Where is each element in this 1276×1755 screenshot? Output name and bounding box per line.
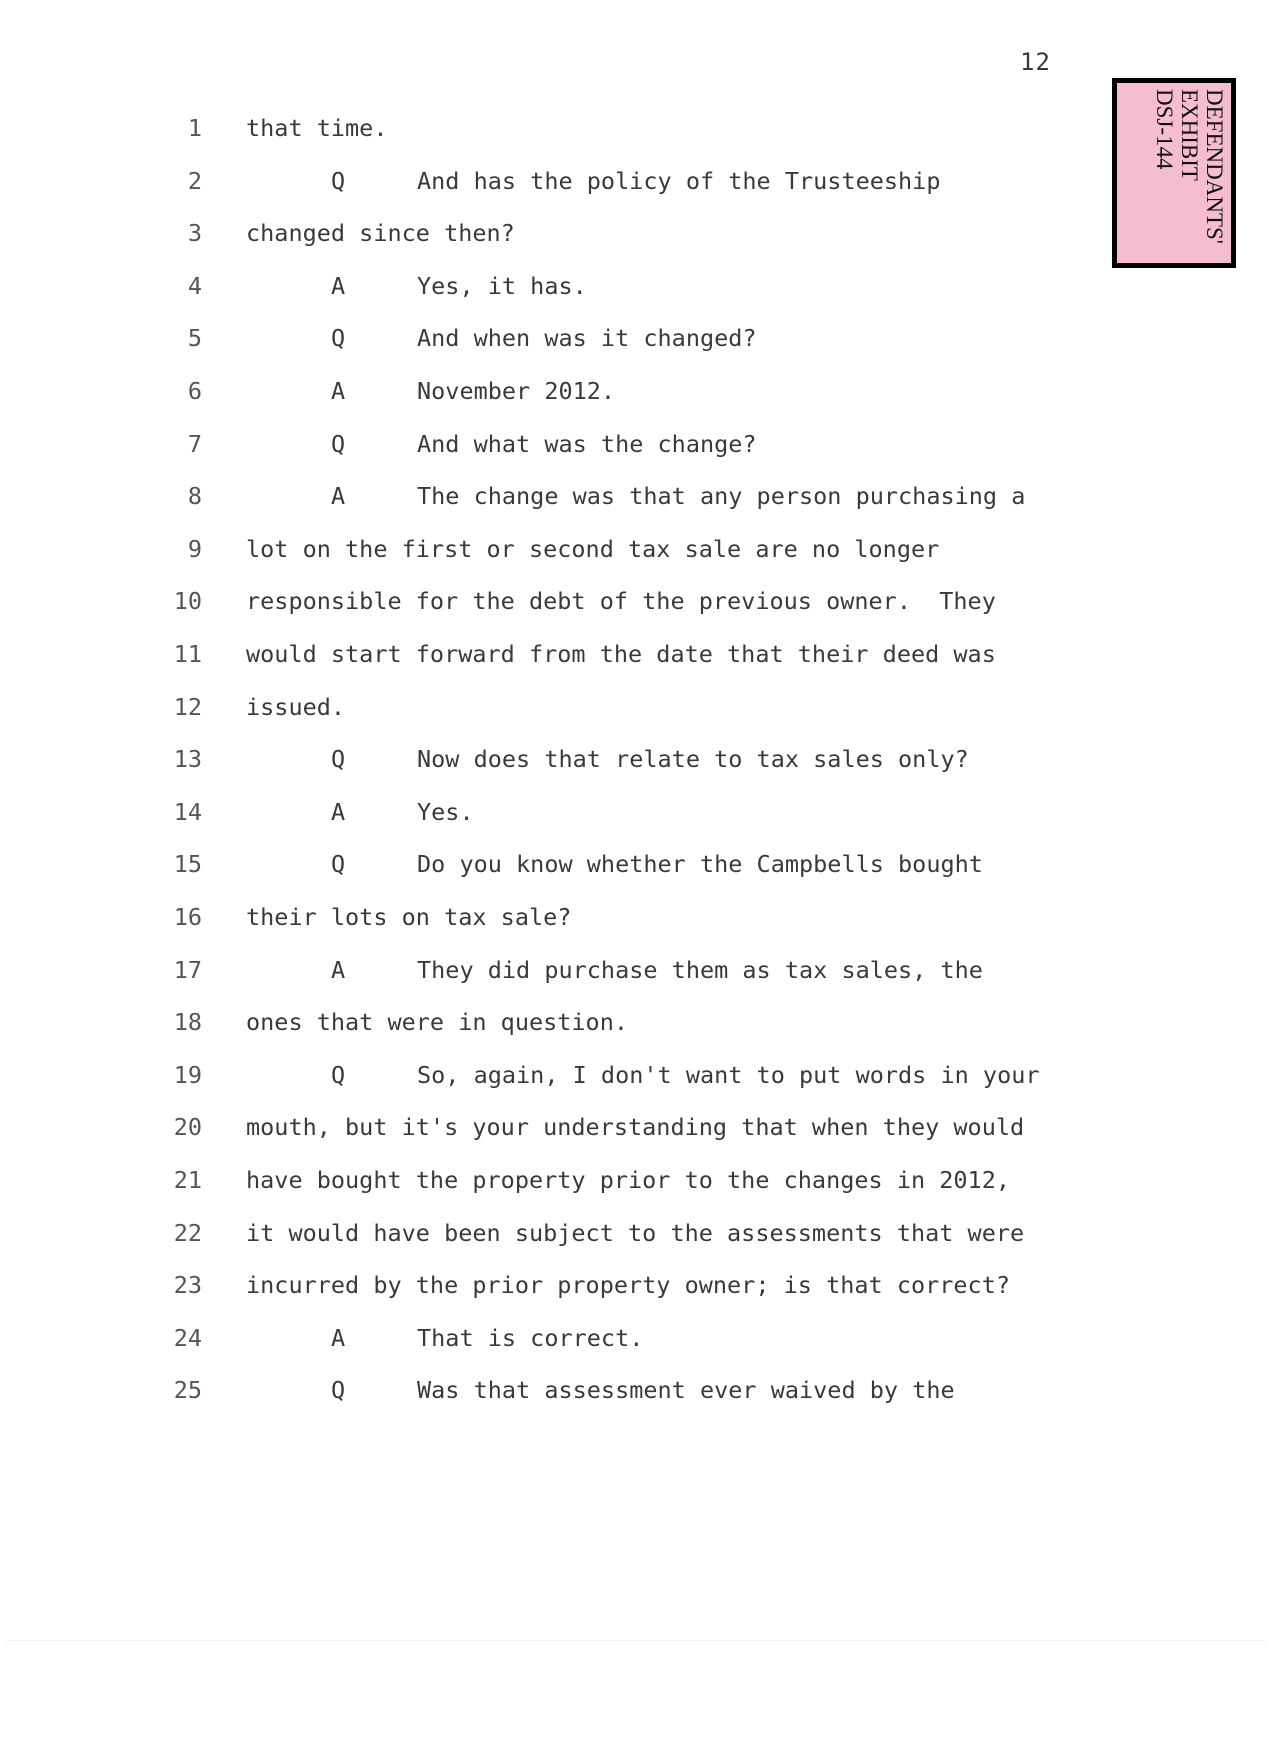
speaker-marker: A <box>331 377 346 405</box>
line-text: The change was that any person purchasing a <box>417 482 1026 511</box>
exhibit-sticker-text <box>1117 83 1231 263</box>
exhibit-number: DSJ-144 <box>1152 89 1177 170</box>
line-number: 6 <box>187 377 202 405</box>
line-text: They did purchase them as tax sales, the <box>417 955 983 984</box>
speaker-marker: Q <box>331 745 346 774</box>
line-number: 16 <box>173 903 202 931</box>
line-text: And has the policy of the Trusteeship <box>417 166 941 195</box>
speaker-marker: A <box>331 1323 346 1352</box>
line-number: 23 <box>173 1271 202 1300</box>
line-number: 3 <box>187 219 202 248</box>
line-text: Was that assessment ever waived by the <box>417 1376 955 1405</box>
line-text: Yes. <box>417 797 474 826</box>
line-text: So, again, I don't want to put words in your <box>417 1060 1040 1089</box>
line-text: that time. <box>246 114 388 142</box>
line-text: ones that were in question. <box>246 1008 629 1037</box>
line-number: 12 <box>173 692 202 721</box>
speaker-marker: A <box>331 955 346 984</box>
line-text: their lots on tax sale? <box>246 903 572 931</box>
scan-edge-mark <box>6 1640 1266 1641</box>
speaker-marker: A <box>331 797 346 826</box>
line-text: That is correct. <box>417 1323 644 1352</box>
line-text: Yes, it has. <box>417 271 587 300</box>
line-number: 13 <box>173 745 202 774</box>
line-number: 7 <box>187 429 202 458</box>
line-number: 2 <box>187 166 202 195</box>
line-number: 18 <box>173 1008 202 1037</box>
speaker-marker: Q <box>331 850 346 879</box>
line-text: And what was the change? <box>417 429 757 458</box>
exhibit-sticker <box>1112 78 1236 268</box>
speaker-marker: Q <box>331 166 346 195</box>
speaker-marker: A <box>331 271 346 300</box>
line-number: 1 <box>187 114 202 142</box>
speaker-marker: Q <box>331 429 346 458</box>
line-number: 19 <box>173 1060 202 1089</box>
line-number: 17 <box>173 955 202 984</box>
line-number: 4 <box>187 271 202 300</box>
exhibit-sticker-label <box>1117 83 1231 263</box>
exhibit-party: DEFENDANTS' <box>1202 89 1227 244</box>
line-text: mouth, but it's your understanding that when they would <box>246 1113 1025 1142</box>
line-number: 21 <box>173 1166 202 1194</box>
line-text: it would have been subject to the assessments that were <box>246 1218 1025 1247</box>
speaker-marker: Q <box>331 1060 346 1089</box>
line-text: Now does that relate to tax sales only? <box>417 745 969 774</box>
line-text: issued. <box>246 692 346 721</box>
line-number: 8 <box>187 482 202 511</box>
line-number: 10 <box>173 587 202 616</box>
speaker-marker: Q <box>331 324 346 353</box>
line-number: 15 <box>173 850 202 879</box>
line-number: 9 <box>187 534 202 563</box>
line-number: 22 <box>173 1218 202 1247</box>
line-number: 20 <box>173 1113 202 1142</box>
page-number: 12 <box>1020 48 1051 76</box>
line-text: lot on the first or second tax sale are no longer <box>246 534 940 563</box>
line-text: responsible for the debt of the previous owner. They <box>246 587 996 616</box>
line-text: would start forward from the date that their deed was <box>246 640 996 668</box>
line-number: 11 <box>173 640 202 668</box>
line-text: Do you know whether the Campbells bought <box>417 850 983 879</box>
line-text: changed since then? <box>246 219 515 248</box>
line-text: have bought the property prior to the changes in 2012, <box>246 1166 1011 1194</box>
speaker-marker: A <box>331 482 346 511</box>
line-text: incurred by the prior property owner; is that correct? <box>246 1271 1011 1300</box>
line-text: November 2012. <box>417 377 616 405</box>
line-number: 24 <box>173 1323 202 1352</box>
line-number: 5 <box>187 324 202 353</box>
speaker-marker: Q <box>331 1376 346 1405</box>
exhibit-word: EXHIBIT <box>1177 89 1202 181</box>
line-number: 25 <box>173 1376 202 1405</box>
line-text: And when was it changed? <box>417 324 757 353</box>
line-number: 14 <box>173 797 202 826</box>
